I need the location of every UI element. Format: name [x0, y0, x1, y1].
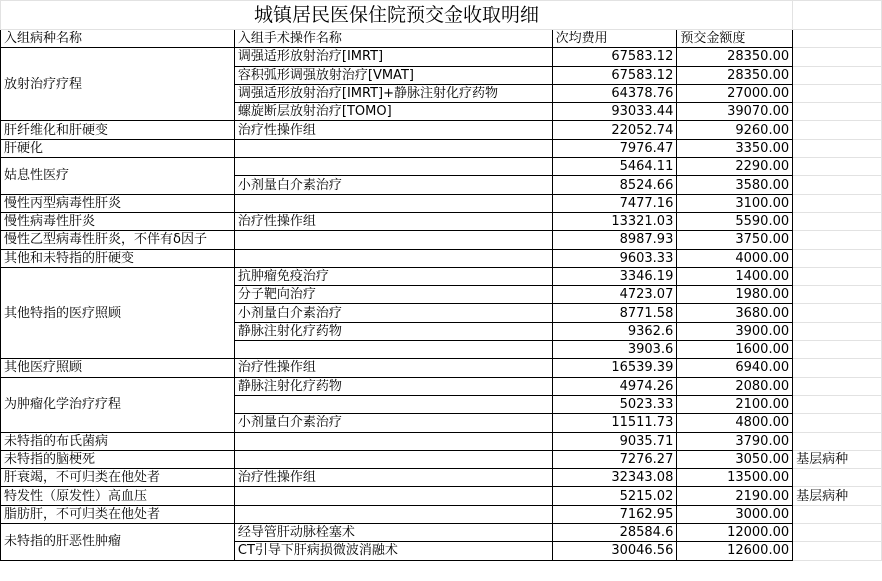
avg-cost-cell[interactable]: 22052.74 — [552, 121, 677, 139]
header-deposit[interactable]: 预交金额度 — [677, 30, 793, 48]
avg-cost-cell[interactable]: 5464.11 — [552, 158, 677, 176]
avg-cost-cell[interactable]: 9035.71 — [552, 432, 677, 450]
deposit-cell[interactable]: 1980.00 — [677, 286, 793, 304]
table-row — [1, 48, 882, 66]
disease-cell[interactable]: 脂肪肝，不可归类在他处者 — [1, 505, 235, 523]
note-cell[interactable] — [793, 359, 882, 377]
note-cell[interactable] — [793, 48, 882, 66]
table-row — [1, 231, 882, 249]
disease-cell[interactable]: 肝硬化 — [1, 139, 235, 157]
table-row — [1, 505, 882, 523]
note-cell[interactable] — [793, 341, 882, 359]
surgery-cell[interactable]: 分子靶向治疗 — [234, 286, 552, 304]
avg-cost-cell[interactable]: 32343.08 — [552, 469, 677, 487]
deposit-cell[interactable]: 28350.00 — [677, 66, 793, 84]
note-cell[interactable] — [793, 414, 882, 432]
disease-cell[interactable]: 肝纤维化和肝硬变 — [1, 121, 235, 139]
surgery-cell[interactable] — [234, 450, 552, 468]
note-cell[interactable]: 基层病种 — [793, 450, 882, 468]
surgery-cell[interactable] — [234, 395, 552, 413]
note-cell[interactable] — [793, 212, 882, 230]
note-cell[interactable] — [793, 84, 882, 102]
avg-cost-cell[interactable]: 7976.47 — [552, 139, 677, 157]
table-row — [1, 469, 882, 487]
disease-cell[interactable]: 未特指的脑梗死 — [1, 450, 235, 468]
surgery-cell[interactable] — [234, 194, 552, 212]
note-cell[interactable] — [793, 194, 882, 212]
deposit-cell[interactable]: 3900.00 — [677, 322, 793, 340]
avg-cost-cell[interactable]: 3903.6 — [552, 341, 677, 359]
note-cell[interactable] — [793, 395, 882, 413]
surgery-cell[interactable]: 经导管肝动脉栓塞术 — [234, 524, 552, 542]
deposit-cell[interactable]: 12000.00 — [677, 524, 793, 542]
note-cell[interactable] — [793, 267, 882, 285]
note-cell[interactable] — [793, 139, 882, 157]
avg-cost-cell[interactable]: 4723.07 — [552, 286, 677, 304]
avg-cost-cell[interactable]: 7477.16 — [552, 194, 677, 212]
table-row — [1, 194, 882, 212]
surgery-cell[interactable] — [234, 231, 552, 249]
avg-cost-cell[interactable]: 5023.33 — [552, 395, 677, 413]
surgery-cell[interactable]: 螺旋断层放射治疗[TOMO] — [234, 103, 552, 121]
deposit-cell[interactable]: 13500.00 — [677, 469, 793, 487]
surgery-cell[interactable]: 治疗性操作组 — [234, 212, 552, 230]
surgery-cell[interactable] — [234, 158, 552, 176]
avg-cost-cell[interactable]: 4974.26 — [552, 377, 677, 395]
deposit-cell[interactable]: 3790.00 — [677, 432, 793, 450]
surgery-cell[interactable] — [234, 249, 552, 267]
deposit-cell[interactable]: 1600.00 — [677, 341, 793, 359]
deposit-cell[interactable]: 2190.00 — [677, 487, 793, 505]
avg-cost-cell[interactable]: 8771.58 — [552, 304, 677, 322]
table-row — [1, 212, 882, 230]
empty-cell[interactable] — [793, 30, 882, 48]
disease-cell[interactable]: 为肿瘤化学治疗疗程 — [1, 377, 235, 432]
disease-cell[interactable]: 特发性（原发性）高血压 — [1, 487, 235, 505]
surgery-cell[interactable]: 治疗性操作组 — [234, 359, 552, 377]
sheet-title[interactable]: 城镇居民医保住院预交金收取明细 — [1, 1, 793, 30]
table-row — [1, 139, 882, 157]
avg-cost-cell[interactable]: 7276.27 — [552, 450, 677, 468]
surgery-cell[interactable] — [234, 432, 552, 450]
note-cell[interactable] — [793, 505, 882, 523]
header-surgery[interactable]: 入组手术操作名称 — [234, 30, 552, 48]
header-row — [1, 30, 882, 48]
surgery-cell[interactable]: 小剂量白介素治疗 — [234, 304, 552, 322]
table-row — [1, 432, 882, 450]
surgery-cell[interactable]: 治疗性操作组 — [234, 121, 552, 139]
note-cell[interactable] — [793, 469, 882, 487]
disease-cell[interactable]: 慢性丙型病毒性肝炎 — [1, 194, 235, 212]
surgery-cell[interactable]: 容积弧形调强放射治疗[VMAT] — [234, 66, 552, 84]
deposit-cell[interactable]: 2100.00 — [677, 395, 793, 413]
deposit-cell[interactable]: 9260.00 — [677, 121, 793, 139]
avg-cost-cell[interactable]: 7162.95 — [552, 505, 677, 523]
note-cell[interactable] — [793, 524, 882, 542]
deposit-cell[interactable]: 28350.00 — [677, 48, 793, 66]
header-disease[interactable]: 入组病种名称 — [1, 30, 235, 48]
avg-cost-cell[interactable]: 13321.03 — [552, 212, 677, 230]
disease-cell[interactable]: 放射治疗疗程 — [1, 48, 235, 121]
surgery-cell[interactable]: 调强适形放射治疗[IMRT] — [234, 48, 552, 66]
disease-cell[interactable]: 未特指的肝恶性肿瘤 — [1, 524, 235, 561]
deposit-cell[interactable]: 2080.00 — [677, 377, 793, 395]
table-row — [1, 524, 882, 542]
note-cell[interactable] — [793, 103, 882, 121]
surgery-cell[interactable]: 抗肿瘤免疫治疗 — [234, 267, 552, 285]
note-cell[interactable] — [793, 121, 882, 139]
surgery-cell[interactable]: 治疗性操作组 — [234, 469, 552, 487]
avg-cost-cell[interactable]: 5215.02 — [552, 487, 677, 505]
deposit-cell[interactable]: 6940.00 — [677, 359, 793, 377]
empty-cell[interactable] — [793, 1, 882, 30]
table-row — [1, 121, 882, 139]
avg-cost-cell[interactable]: 9362.6 — [552, 322, 677, 340]
avg-cost-cell[interactable]: 9603.33 — [552, 249, 677, 267]
deposit-cell[interactable]: 4000.00 — [677, 249, 793, 267]
deposit-cell[interactable]: 27000.00 — [677, 84, 793, 102]
avg-cost-cell[interactable]: 16539.39 — [552, 359, 677, 377]
disease-cell[interactable]: 未特指的布氏菌病 — [1, 432, 235, 450]
surgery-cell[interactable] — [234, 487, 552, 505]
disease-cell[interactable]: 其他特指的医疗照顾 — [1, 267, 235, 358]
avg-cost-cell[interactable]: 93033.44 — [552, 103, 677, 121]
deposit-cell[interactable]: 39070.00 — [677, 103, 793, 121]
note-cell[interactable] — [793, 322, 882, 340]
disease-cell[interactable]: 肝衰竭，不可归类在他处者 — [1, 469, 235, 487]
deposit-cell[interactable]: 3580.00 — [677, 176, 793, 194]
surgery-cell[interactable] — [234, 139, 552, 157]
deposit-cell[interactable]: 12600.00 — [677, 542, 793, 560]
deposit-cell[interactable]: 3750.00 — [677, 231, 793, 249]
avg-cost-cell[interactable]: 28584.6 — [552, 524, 677, 542]
deposit-cell[interactable]: 3680.00 — [677, 304, 793, 322]
surgery-cell[interactable]: 静脉注射化疗药物 — [234, 377, 552, 395]
note-cell[interactable] — [793, 377, 882, 395]
surgery-cell[interactable]: 小剂量白介素治疗 — [234, 176, 552, 194]
disease-cell[interactable]: 慢性病毒性肝炎 — [1, 212, 235, 230]
avg-cost-cell[interactable]: 67583.12 — [552, 48, 677, 66]
avg-cost-cell[interactable]: 8987.93 — [552, 231, 677, 249]
note-cell[interactable] — [793, 249, 882, 267]
deposit-cell[interactable]: 3100.00 — [677, 194, 793, 212]
avg-cost-cell[interactable]: 30046.56 — [552, 542, 677, 560]
title-row — [1, 1, 882, 30]
deposit-cell[interactable]: 1400.00 — [677, 267, 793, 285]
note-cell[interactable] — [793, 542, 882, 560]
disease-cell[interactable]: 其他医疗照顾 — [1, 359, 235, 377]
disease-cell[interactable]: 姑息性医疗 — [1, 158, 235, 195]
surgery-cell[interactable]: 静脉注射化疗药物 — [234, 322, 552, 340]
note-cell[interactable]: 基层病种 — [793, 487, 882, 505]
surgery-cell[interactable]: 调强适形放射治疗[IMRT]+静脉注射化疗药物 — [234, 84, 552, 102]
note-cell[interactable] — [793, 176, 882, 194]
table-row — [1, 359, 882, 377]
avg-cost-cell[interactable]: 3346.19 — [552, 267, 677, 285]
deposit-cell[interactable]: 3050.00 — [677, 450, 793, 468]
surgery-cell[interactable] — [234, 505, 552, 523]
table-row — [1, 267, 882, 285]
surgery-cell[interactable]: 小剂量白介素治疗 — [234, 414, 552, 432]
header-avg-cost[interactable]: 次均费用 — [552, 30, 677, 48]
deposit-cell[interactable]: 2290.00 — [677, 158, 793, 176]
note-cell[interactable] — [793, 286, 882, 304]
table-row — [1, 158, 882, 176]
avg-cost-cell[interactable]: 67583.12 — [552, 66, 677, 84]
table-row — [1, 377, 882, 395]
deposit-cell[interactable]: 4800.00 — [677, 414, 793, 432]
deposit-cell[interactable]: 5590.00 — [677, 212, 793, 230]
table-row — [1, 249, 882, 267]
table-row — [1, 450, 882, 468]
note-cell[interactable] — [793, 231, 882, 249]
avg-cost-cell[interactable]: 64378.76 — [552, 84, 677, 102]
disease-cell[interactable]: 其他和未特指的肝硬变 — [1, 249, 235, 267]
note-cell[interactable] — [793, 432, 882, 450]
surgery-cell[interactable]: CT引导下肝病损微波消融术 — [234, 542, 552, 560]
avg-cost-cell[interactable]: 11511.73 — [552, 414, 677, 432]
table-row — [1, 487, 882, 505]
note-cell[interactable] — [793, 66, 882, 84]
deposit-cell[interactable]: 3350.00 — [677, 139, 793, 157]
disease-cell[interactable]: 慢性乙型病毒性肝炎，不伴有δ因子 — [1, 231, 235, 249]
note-cell[interactable] — [793, 304, 882, 322]
avg-cost-cell[interactable]: 8524.66 — [552, 176, 677, 194]
deposit-cell[interactable]: 3000.00 — [677, 505, 793, 523]
surgery-cell[interactable] — [234, 341, 552, 359]
note-cell[interactable] — [793, 158, 882, 176]
